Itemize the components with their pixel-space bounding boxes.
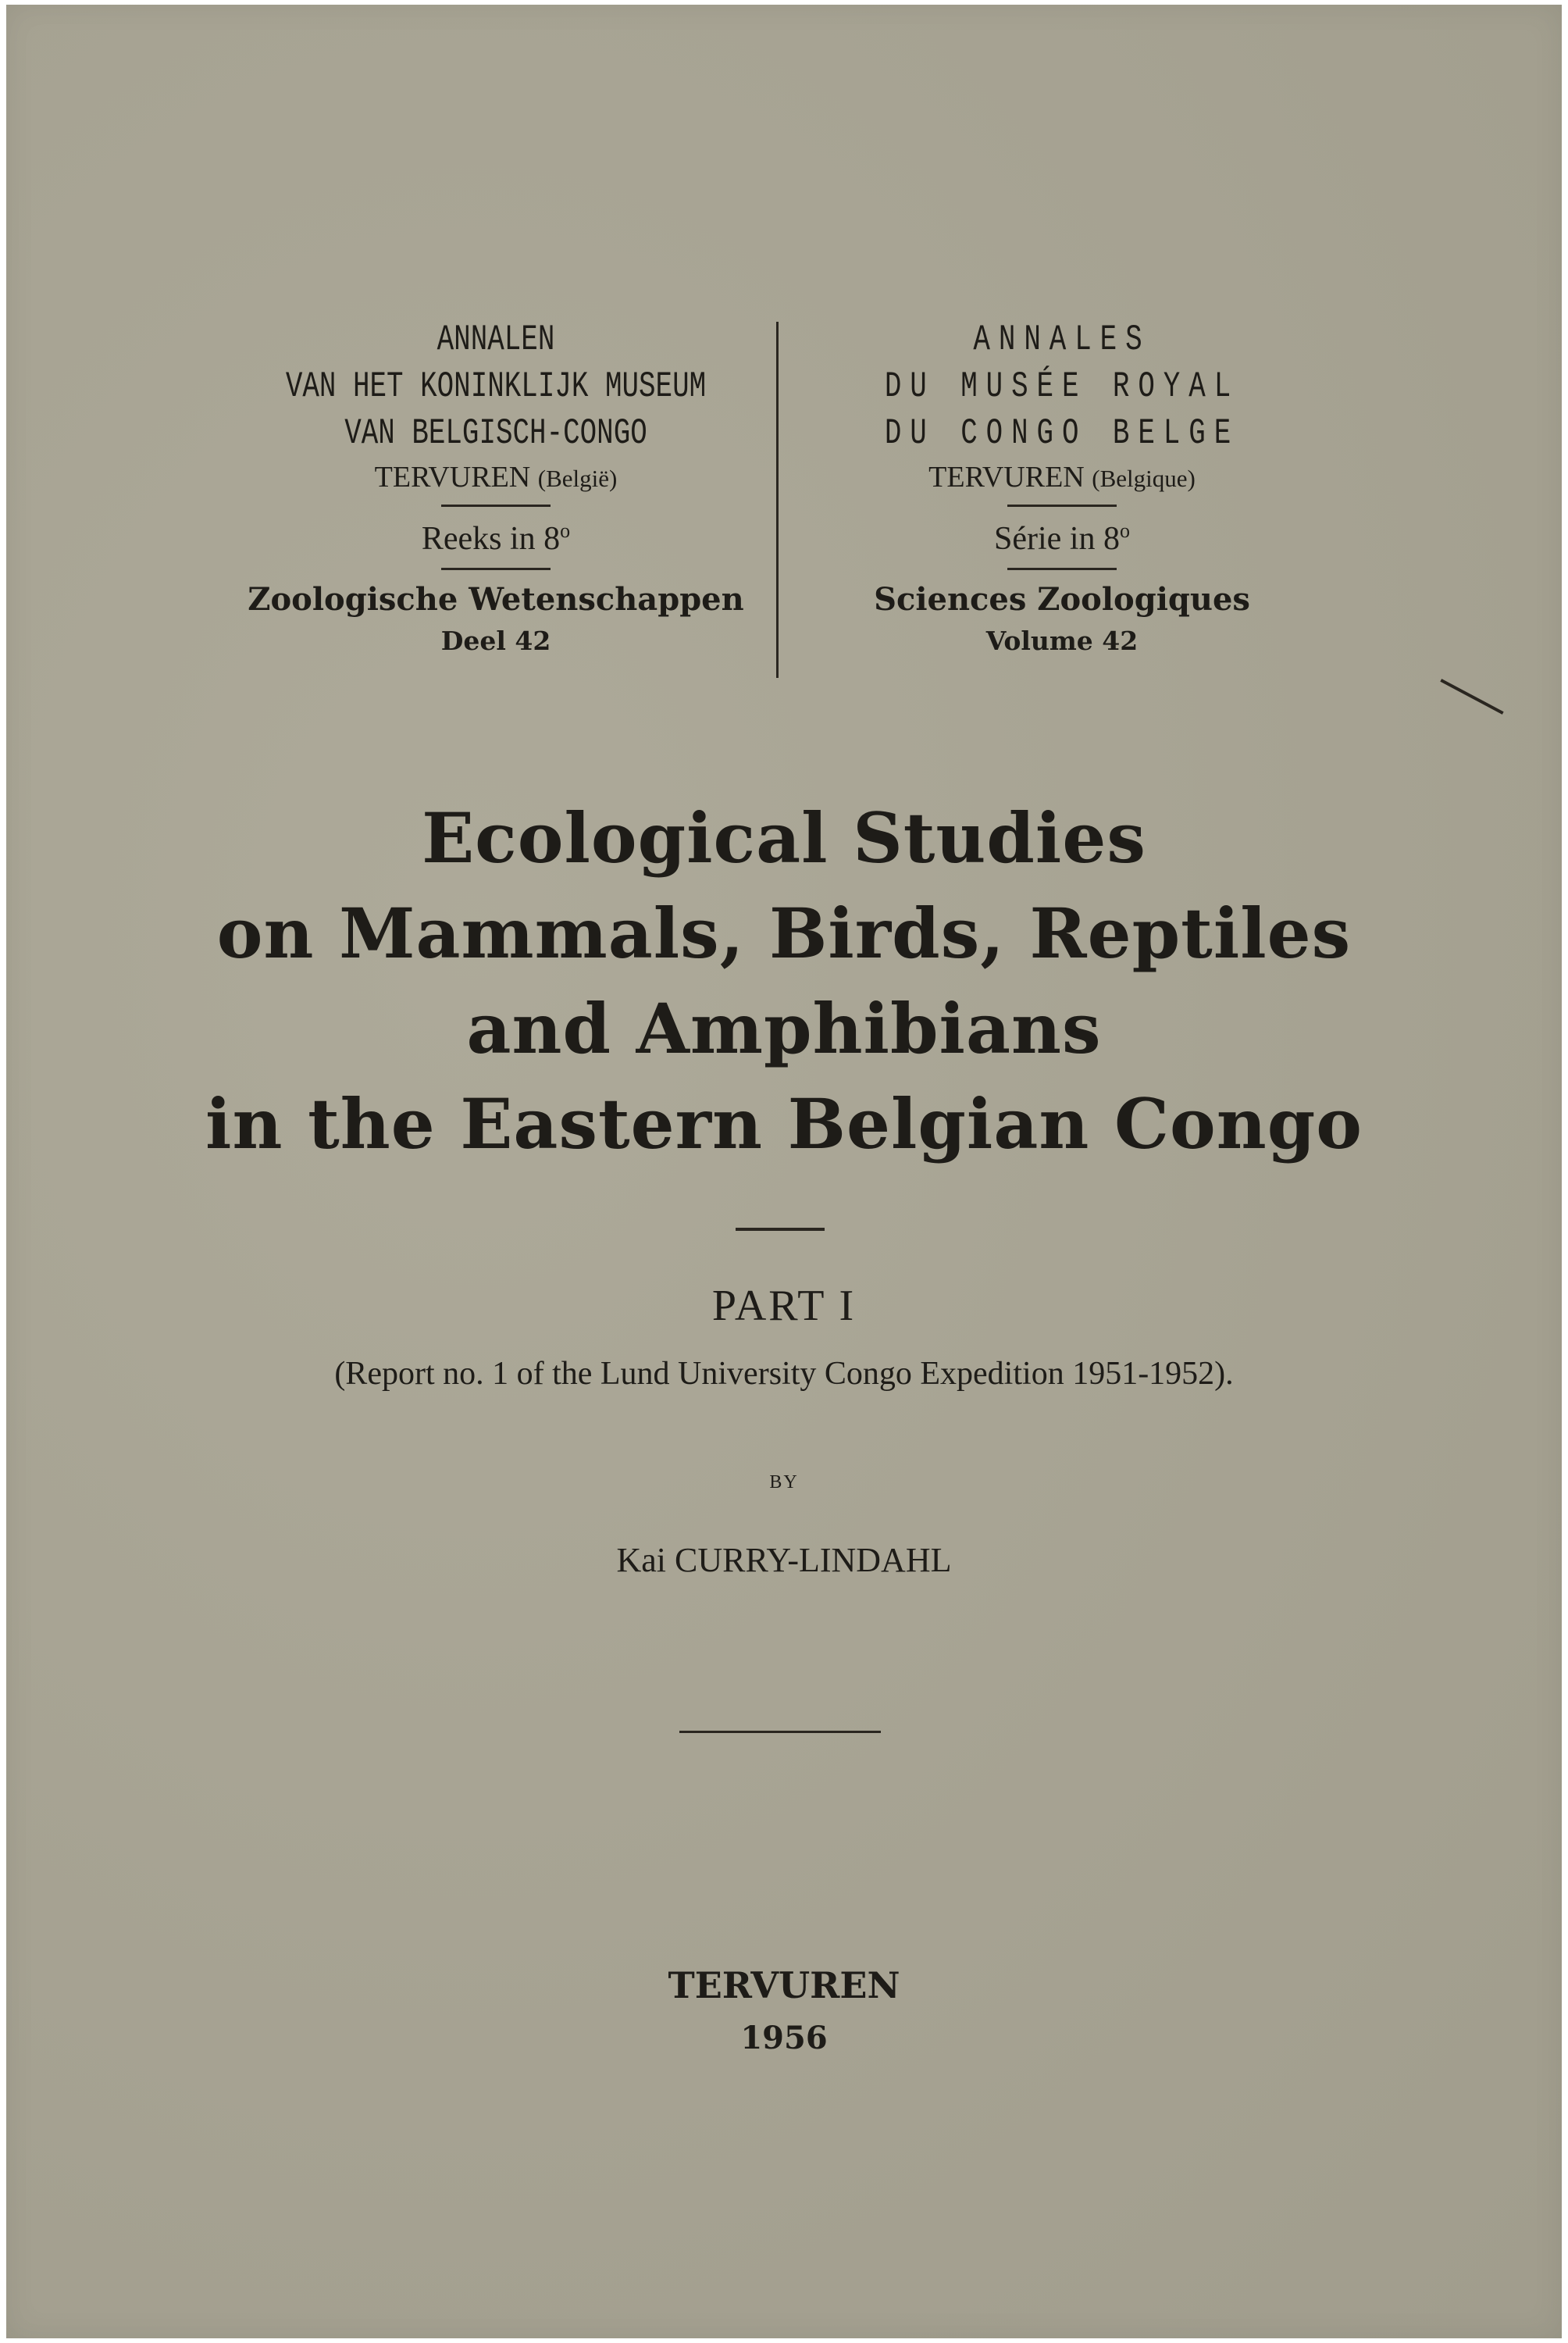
title-line: on Mammals, Birds, Reptiles — [216, 893, 1352, 974]
annalen-heading: ANNALEN — [437, 319, 555, 360]
series-fr: Série in 8$^o$ — [994, 519, 1130, 557]
publication-year: 1956 — [740, 2020, 828, 2056]
congo-name-nl: VAN BELGISCH-CONGO — [344, 413, 647, 454]
header-rule — [1007, 568, 1117, 570]
subject-nl: Zoologische Wetenschappen — [248, 581, 744, 618]
series-degree-fr: o — [1119, 519, 1130, 542]
header-rule — [441, 505, 551, 507]
publisher-place: TERVUREN — [668, 1964, 900, 2006]
header-rule — [441, 568, 551, 570]
series-nl: Reeks in 8$^o$ — [421, 519, 571, 557]
part-label: PART I — [711, 1282, 857, 1330]
museum-name-fr: DU MUSÉE ROYAL — [884, 366, 1240, 407]
report-note: (Report no. 1 of the Lund University Congo Expedition 1951-1952). — [334, 1356, 1234, 1392]
congo-name-fr: DU CONGO BELGE — [884, 413, 1240, 454]
city-nl: TERVUREN — [374, 461, 531, 494]
series-degree-nl: o — [560, 519, 571, 542]
header-rule — [1007, 505, 1117, 507]
annales-heading: ANNALES — [973, 319, 1151, 360]
title-line: in the Eastern Belgian Congo — [205, 1083, 1363, 1164]
volume-fr: Volume 42 — [985, 626, 1139, 656]
country-nl: (België) — [537, 465, 618, 492]
french-header — [765, 319, 1359, 656]
volume-nl: Deel 42 — [440, 626, 551, 656]
museum-name-nl: VAN HET KONINKLIJK MUSEUM — [285, 366, 707, 407]
title-rule — [736, 1228, 825, 1231]
city-country-fr — [765, 462, 1359, 492]
title-line: Ecological Studies — [422, 797, 1146, 879]
city-country-nl — [199, 462, 793, 492]
title-line: and Amphibians — [466, 988, 1102, 1069]
country-fr: (Belgique) — [1092, 465, 1196, 492]
city-fr: TERVUREN — [928, 461, 1085, 494]
subject-fr: Sciences Zoologiques — [874, 581, 1250, 618]
author-name: Kai CURRY-LINDAHL — [616, 1541, 952, 1579]
flemish-header — [199, 319, 793, 656]
book-title — [0, 790, 1568, 1172]
author-rule — [679, 1731, 881, 1733]
by-label: BY — [769, 1472, 799, 1492]
